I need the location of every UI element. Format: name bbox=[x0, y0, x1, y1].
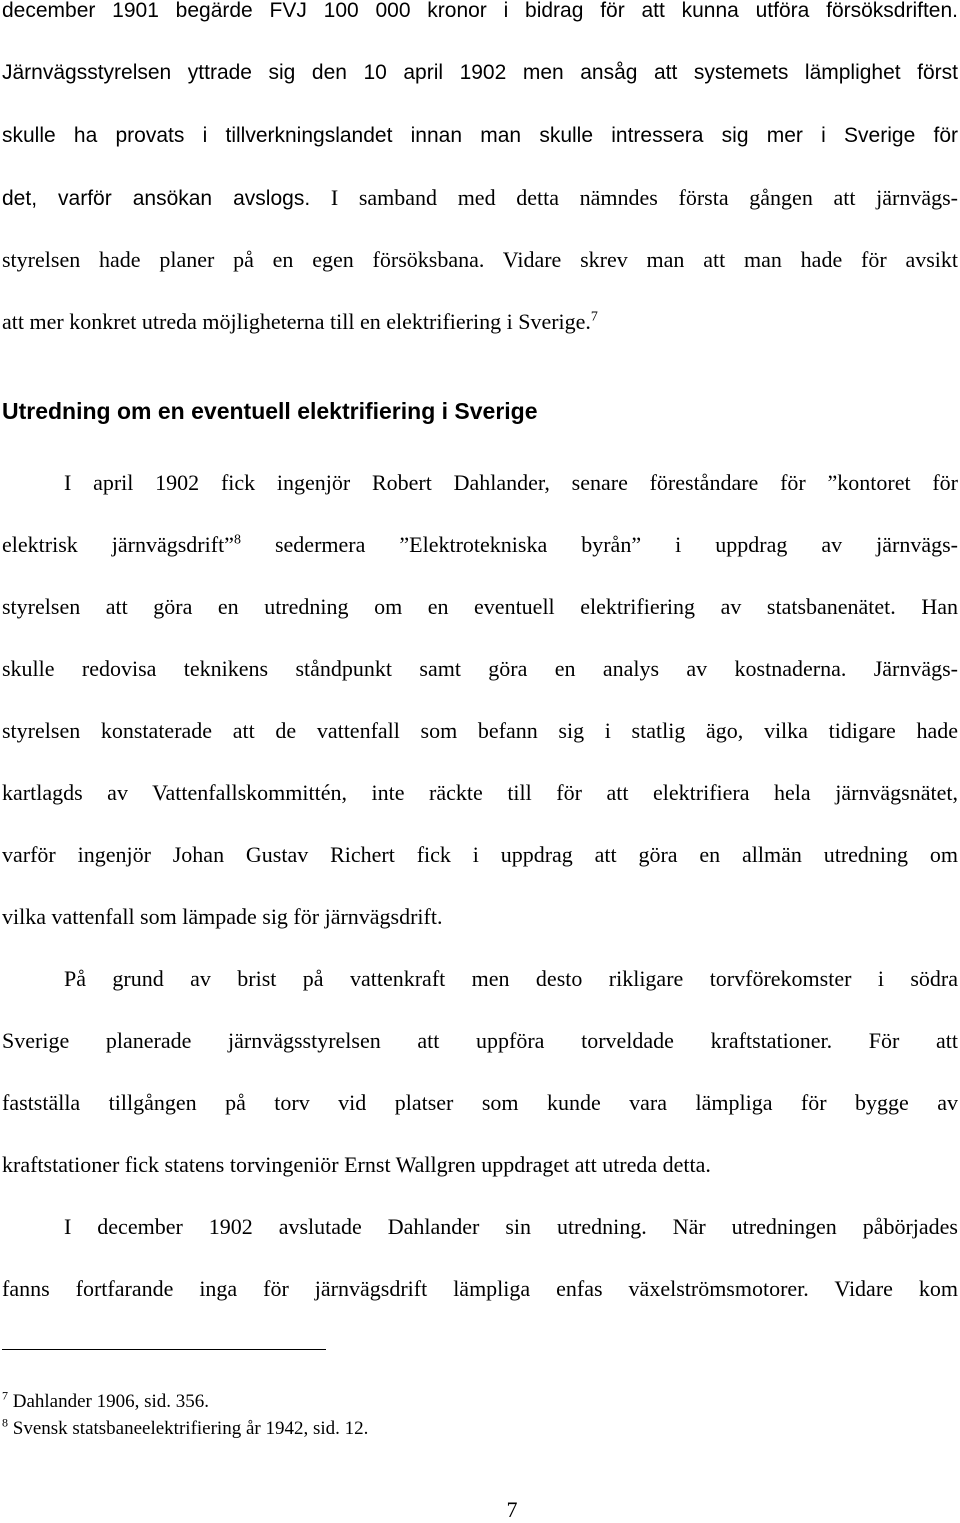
footnote-8 bbox=[2, 1415, 369, 1440]
footnote-7-text: Dahlander 1906, sid. 356. bbox=[12, 1391, 210, 1412]
p1-line-2 bbox=[2, 532, 958, 558]
p1-line-4: skulle redovisa teknikens ståndpunkt samt göra en analys av kostnaderna. Järnvägs- bbox=[2, 656, 958, 681]
page-number: 7 bbox=[506, 1497, 518, 1522]
intro-line-5 bbox=[2, 247, 958, 273]
footnote-7 bbox=[2, 1388, 210, 1413]
intro-line-5-serif: styrelsen hade planer på en egen försöksbana. bbox=[2, 247, 485, 272]
p1-line-6: kartlagds av Vattenfallskommittén, inte räckte till för att elektrifiera hela järnvägsnätet, bbox=[2, 780, 958, 805]
footnote-separator bbox=[2, 1349, 326, 1350]
p2-line-2: Sverige planerade järnvägsstyrelsen att uppföra torveldade kraftstationer. För att bbox=[2, 1028, 958, 1053]
intro-line-3: skulle ha provats i tillverkningslandet innan man skulle intressera sig mer i Sverige för bbox=[2, 124, 958, 147]
p1-line-2-b: sedermera ”Elektrotekniska byrån” i uppdrag av järnvägs- bbox=[240, 532, 958, 557]
p3-line-1: I december 1902 avslutade Dahlander sin utredning. När utredningen påbörjades bbox=[64, 1214, 958, 1239]
section-heading: Utredning om en eventuell elektrifiering i Sverige bbox=[2, 398, 538, 424]
intro-line-6-text: att mer konkret utreda möjligheterna till en elektrifiering i Sverige. bbox=[2, 309, 591, 334]
footnote-8-number: 8 bbox=[2, 1415, 8, 1430]
footnote-7-number: 7 bbox=[2, 1388, 8, 1403]
p1-line-5: styrelsen konstaterade att de vattenfall som befann sig i statlig ägo, vilka tidigare hade bbox=[2, 718, 958, 743]
p1-line-2-a: elektrisk järnvägsdrift” bbox=[2, 532, 234, 557]
p1-line-8: vilka vattenfall som lämpade sig för järnvägsdrift. bbox=[2, 904, 443, 929]
intro-line-4 bbox=[2, 185, 958, 212]
p3-line-2: fanns fortfarande inga för järnvägsdrift lämpliga enfas växelströmsmotorer. Vidare kom bbox=[2, 1276, 958, 1301]
p2-line-4: kraftstationer fick statens torvingeniör Ernst Wallgren uppdraget att utreda detta. bbox=[2, 1152, 711, 1177]
p2-line-1: På grund av brist på vattenkraft men desto rikligare torvförekomster i södra bbox=[64, 966, 958, 991]
intro-line-5-serif-b: Vidare skrev man att man hade för avsikt bbox=[484, 247, 958, 272]
p1-line-3: styrelsen att göra en utredning om en eventuell elektrifiering av statsbanenätet. Han bbox=[2, 594, 958, 619]
intro-line-1: december 1901 begärde FVJ 100 000 kronor i bidrag för att kunna utföra försöksdriften. bbox=[2, 0, 958, 22]
intro-line-4-serif: I samband med detta nämndes första gången att järnvägs- bbox=[310, 185, 958, 210]
p2-line-3: fastställa tillgången på torv vid platser som kunde vara lämpliga för bygge av bbox=[2, 1090, 958, 1115]
footnote-ref-8: 8 bbox=[233, 532, 241, 548]
intro-line-4-sans: det, varför ansökan avslogs. bbox=[2, 187, 311, 210]
footnote-8-text: Svensk statsbaneelektrifiering år 1942, sid. 12. bbox=[12, 1418, 369, 1439]
intro-line-2: Järnvägsstyrelsen yttrade sig den 10 april 1902 men ansåg att systemets lämplighet först bbox=[2, 61, 958, 84]
intro-line-6 bbox=[2, 309, 958, 335]
footnote-ref-7: 7 bbox=[590, 309, 598, 325]
p1-line-7: varför ingenjör Johan Gustav Richert fick i uppdrag att göra en allmän utredning om bbox=[2, 842, 958, 867]
p1-line-1: I april 1902 fick ingenjör Robert Dahlander, senare föreståndare för ”kontoret för bbox=[64, 470, 958, 495]
